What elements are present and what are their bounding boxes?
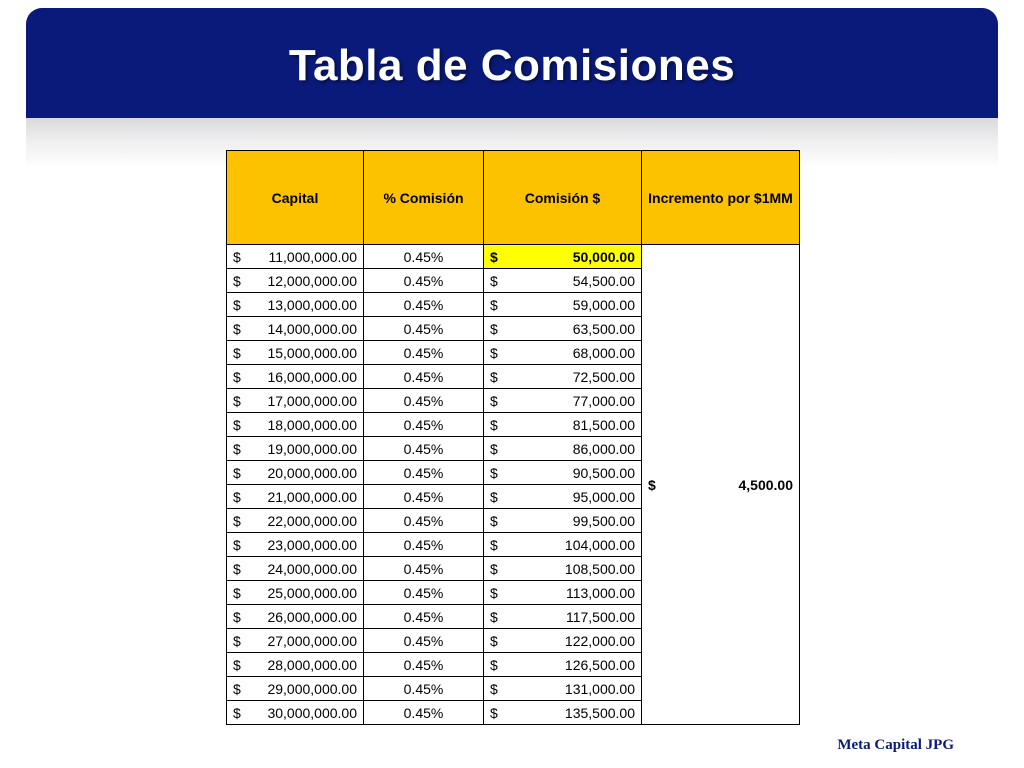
capital-value [233,513,357,529]
pct-comision-cell: 0.45% [364,581,484,605]
pct-comision-cell: 0.45% [364,269,484,293]
comision-value [490,585,635,601]
comision-cell [484,533,642,557]
incremento-cell [642,245,800,725]
capital-cell [227,293,364,317]
header-incremento: Incremento por $1MM [642,151,800,245]
comision-value [490,297,635,313]
comision-amount: 99,500.00 [572,512,635,529]
capital-value [233,561,357,577]
footer-brand: Meta Capital JPG [837,737,954,753]
capital-amount: 29,000,000.00 [267,680,357,697]
comision-value [490,465,635,481]
currency-symbol: $ [490,320,498,337]
capital-cell [227,413,364,437]
currency-symbol: $ [233,488,241,505]
comision-cell [484,605,642,629]
capital-value [233,297,357,313]
currency-symbol: $ [490,392,498,409]
pct-comision-cell: 0.45% [364,341,484,365]
currency-symbol: $ [233,440,241,457]
capital-cell [227,605,364,629]
comision-value [490,321,635,337]
currency-symbol: $ [490,464,498,481]
currency-symbol: $ [233,344,241,361]
comision-cell [484,365,642,389]
comision-amount: 135,500.00 [564,704,635,721]
capital-cell [227,317,364,341]
currency-symbol: $ [233,536,241,553]
capital-cell [227,485,364,509]
currency-symbol: $ [490,440,498,457]
header-comision: Comisión $ [484,151,642,245]
comision-cell [484,701,642,725]
comision-cell [484,461,642,485]
currency-symbol: $ [490,632,498,649]
comision-amount: 122,000.00 [564,632,635,649]
capital-value [233,465,357,481]
capital-value [233,441,357,457]
capital-amount: 26,000,000.00 [267,608,357,625]
comision-value [490,273,635,289]
comision-amount: 131,000.00 [564,680,635,697]
comision-value [490,657,635,673]
currency-symbol: $ [233,464,241,481]
pct-comision-cell: 0.45% [364,677,484,701]
capital-value [233,393,357,409]
capital-amount: 28,000,000.00 [267,656,357,673]
comision-cell [484,437,642,461]
slide-title: Tabla de Comisiones [288,41,736,90]
comision-value [490,249,635,265]
currency-symbol: $ [233,560,241,577]
incremento-amount: 4,500.00 [738,476,793,493]
capital-value [233,249,357,265]
currency-symbol: $ [233,656,241,673]
capital-amount: 25,000,000.00 [267,584,357,601]
currency-symbol: $ [233,320,241,337]
capital-amount: 21,000,000.00 [267,488,357,505]
currency-symbol: $ [490,704,498,721]
currency-symbol: $ [233,392,241,409]
incremento-value [648,477,793,493]
capital-value [233,321,357,337]
comision-value [490,537,635,553]
capital-amount: 12,000,000.00 [267,272,357,289]
capital-value [233,537,357,553]
comision-amount: 86,000.00 [572,440,635,457]
capital-cell [227,437,364,461]
capital-cell [227,341,364,365]
comision-cell [484,653,642,677]
currency-symbol: $ [233,296,241,313]
comision-amount: 126,500.00 [564,656,635,673]
capital-cell [227,533,364,557]
comision-value [490,513,635,529]
capital-cell [227,581,364,605]
currency-symbol: $ [233,368,241,385]
capital-cell [227,557,364,581]
comision-cell [484,413,642,437]
comision-cell [484,269,642,293]
currency-symbol: $ [490,608,498,625]
comision-value [490,441,635,457]
pct-comision-cell: 0.45% [364,245,484,269]
currency-symbol: $ [490,680,498,697]
comision-cell [484,509,642,533]
capital-cell [227,461,364,485]
currency-symbol: $ [490,560,498,577]
pct-comision-cell: 0.45% [364,461,484,485]
capital-amount: 13,000,000.00 [267,296,357,313]
comision-cell [484,581,642,605]
comision-value [490,369,635,385]
currency-symbol: $ [490,272,498,289]
comision-amount: 72,500.00 [572,368,635,385]
capital-cell [227,365,364,389]
comision-amount: 90,500.00 [572,464,635,481]
comision-amount: 59,000.00 [572,296,635,313]
comision-value [490,417,635,433]
currency-symbol: $ [490,296,498,313]
currency-symbol: $ [233,416,241,433]
pct-comision-cell: 0.45% [364,605,484,629]
currency-symbol: $ [490,584,498,601]
comision-value [490,609,635,625]
pct-comision-cell: 0.45% [364,629,484,653]
comision-amount: 95,000.00 [572,488,635,505]
comision-cell [484,389,642,413]
capital-amount: 20,000,000.00 [267,464,357,481]
capital-cell [227,701,364,725]
capital-cell [227,677,364,701]
capital-value [233,489,357,505]
capital-value [233,657,357,673]
currency-symbol: $ [490,344,498,361]
capital-amount: 19,000,000.00 [267,440,357,457]
capital-cell [227,629,364,653]
pct-comision-cell: 0.45% [364,509,484,533]
comision-amount: 68,000.00 [572,344,635,361]
header-pct-comision: % Comisión [364,151,484,245]
comision-amount: 50,000.00 [572,248,635,265]
capital-value [233,345,357,361]
capital-amount: 18,000,000.00 [267,416,357,433]
capital-value [233,609,357,625]
capital-amount: 15,000,000.00 [267,344,357,361]
capital-value [233,417,357,433]
comision-cell [484,629,642,653]
capital-amount: 23,000,000.00 [267,536,357,553]
comision-amount: 108,500.00 [564,560,635,577]
capital-amount: 24,000,000.00 [267,560,357,577]
pct-comision-cell: 0.45% [364,317,484,341]
pct-comision-cell: 0.45% [364,701,484,725]
comision-amount: 113,000.00 [565,584,635,601]
comision-cell [484,485,642,509]
capital-cell [227,653,364,677]
comision-amount: 104,000.00 [564,536,635,553]
capital-amount: 30,000,000.00 [267,704,357,721]
currency-symbol: $ [490,536,498,553]
capital-amount: 16,000,000.00 [267,368,357,385]
comision-value [490,345,635,361]
currency-symbol: $ [233,704,241,721]
comision-amount: 117,500.00 [565,608,635,625]
comision-amount: 63,500.00 [572,320,635,337]
capital-value [233,705,357,721]
pct-comision-cell: 0.45% [364,389,484,413]
comision-amount: 81,500.00 [572,416,635,433]
capital-value [233,369,357,385]
comision-cell [484,341,642,365]
comision-value [490,393,635,409]
capital-value [233,585,357,601]
table-row [227,245,800,269]
comision-amount: 54,500.00 [572,272,635,289]
pct-comision-cell: 0.45% [364,437,484,461]
pct-comision-cell: 0.45% [364,557,484,581]
capital-cell [227,245,364,269]
pct-comision-cell: 0.45% [364,533,484,557]
commission-table [226,150,800,725]
header-capital: Capital [227,151,364,245]
capital-cell [227,269,364,293]
comision-amount: 77,000.00 [572,392,635,409]
comision-cell [484,557,642,581]
pct-comision-cell: 0.45% [364,413,484,437]
pct-comision-cell: 0.45% [364,485,484,509]
currency-symbol: $ [490,368,498,385]
comision-cell [484,317,642,341]
currency-symbol: $ [233,632,241,649]
currency-symbol: $ [233,512,241,529]
comision-value [490,633,635,649]
pct-comision-cell: 0.45% [364,293,484,317]
comision-value [490,681,635,697]
table-body [227,245,800,725]
capital-amount: 11,000,000.00 [268,248,357,265]
pct-comision-cell: 0.45% [364,653,484,677]
currency-symbol: $ [233,248,241,265]
currency-symbol: $ [233,584,241,601]
capital-amount: 14,000,000.00 [267,320,357,337]
currency-symbol: $ [490,656,498,673]
capital-value [233,273,357,289]
comision-value [490,705,635,721]
currency-symbol: $ [490,512,498,529]
table-header-row [227,151,800,245]
pct-comision-cell: 0.45% [364,365,484,389]
comision-cell [484,245,642,269]
currency-symbol: $ [490,248,498,265]
currency-symbol: $ [490,416,498,433]
comision-value [490,561,635,577]
comision-cell [484,677,642,701]
comision-value [490,489,635,505]
currency-symbol: $ [233,680,241,697]
currency-symbol: $ [233,608,241,625]
capital-amount: 27,000,000.00 [267,632,357,649]
capital-cell [227,389,364,413]
currency-symbol: $ [648,476,656,493]
currency-symbol: $ [490,488,498,505]
currency-symbol: $ [233,272,241,289]
capital-amount: 22,000,000.00 [267,512,357,529]
capital-value [233,633,357,649]
comision-cell [484,293,642,317]
capital-cell [227,509,364,533]
capital-value [233,681,357,697]
capital-amount: 17,000,000.00 [267,392,357,409]
